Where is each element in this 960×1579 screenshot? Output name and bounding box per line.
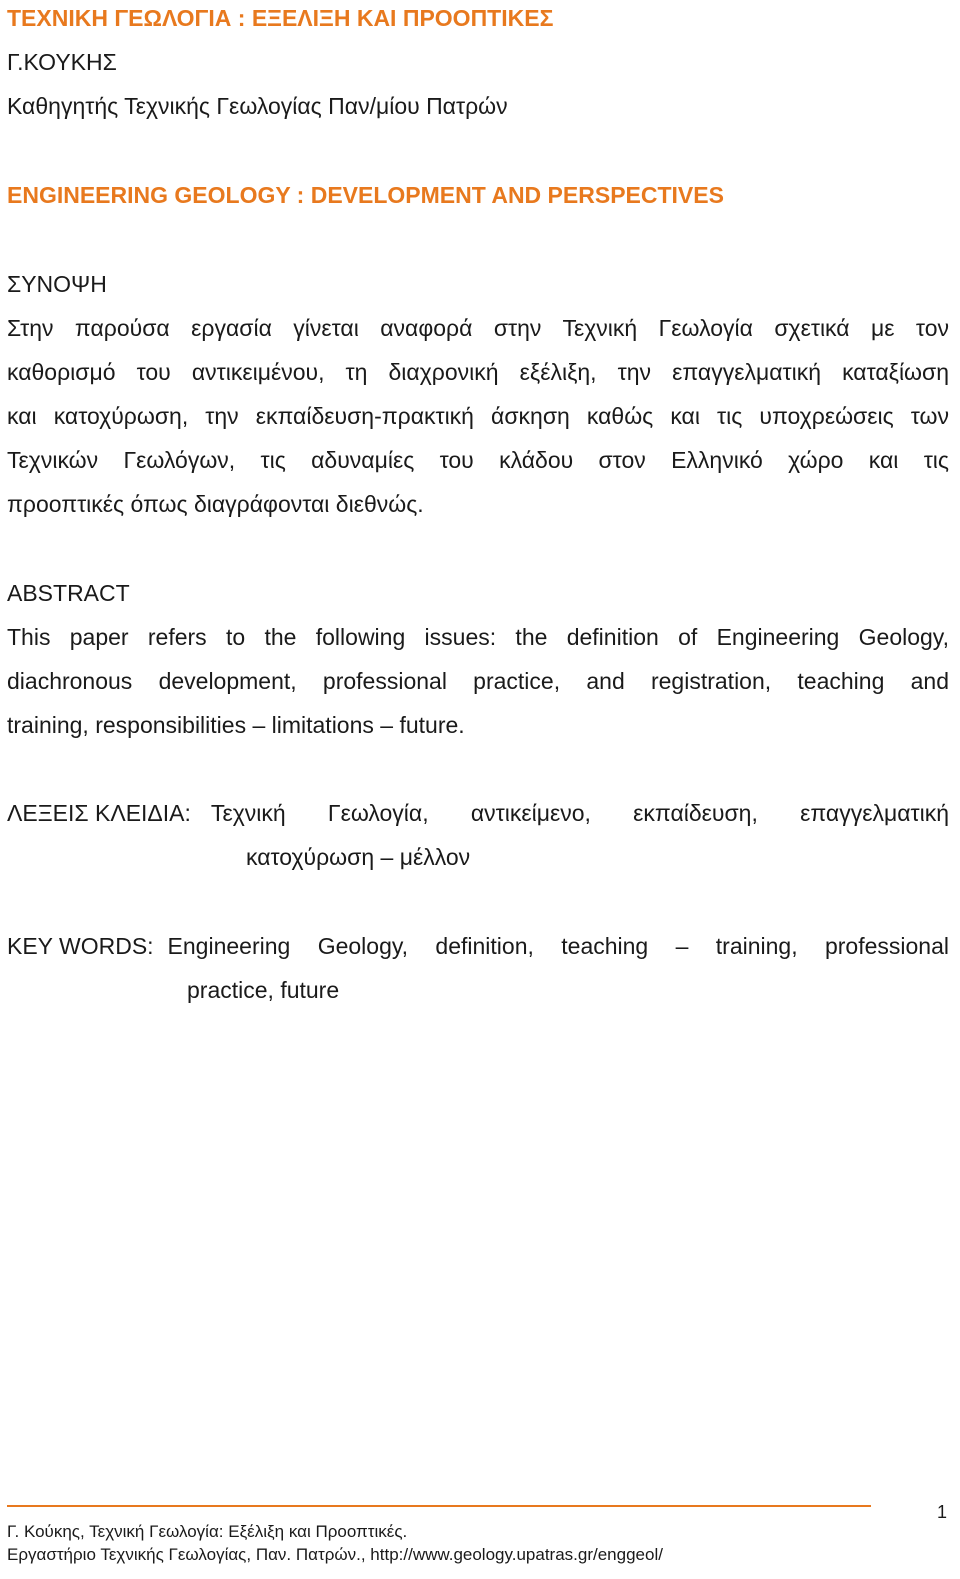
abstract-line: This paper refers to the following issues: the definition of Engineering Geology,	[7, 624, 949, 650]
synopsis-line: Τεχνικών Γεωλόγων, τις αδυναμίες του κλάδου στον Ελληνικό χώρο και τις	[7, 447, 949, 473]
author-name: Γ.ΚΟΥΚΗΣ	[7, 49, 117, 75]
english-title: ENGINEERING GEOLOGY : DEVELOPMENT AND PERSPECTIVES	[7, 182, 724, 208]
author-affiliation: Καθηγητής Τεχνικής Γεωλογίας Παν/μίου Πατρών	[7, 93, 508, 119]
synopsis-line: Στην παρούσα εργασία γίνεται αναφορά στην Τεχνική Γεωλογία σχετικά με τον	[7, 315, 949, 341]
greek-keywords-line: Τεχνική Γεωλογία, αντικείμενο, εκπαίδευση, επαγγελματική	[210, 800, 949, 826]
synopsis-line: και κατοχύρωση, την εκπαίδευση-πρακτική άσκηση καθώς και τις υποχρεώσεις των	[7, 403, 949, 429]
english-keywords-label: KEY WORDS:	[7, 933, 154, 959]
footer-divider	[7, 1505, 871, 1507]
greek-keywords-line: κατοχύρωση – μέλλον	[246, 844, 471, 870]
page-number: 1	[937, 1502, 948, 1522]
greek-keywords-label: ΛΕΞΕΙΣ ΚΛΕΙΔΙΑ:	[7, 800, 191, 826]
abstract-heading: ABSTRACT	[7, 580, 130, 606]
synopsis-line: προοπτικές όπως διαγράφονται διεθνώς.	[7, 491, 424, 517]
english-keywords-row	[7, 931, 949, 961]
abstract-line: diachronous development, professional practice, and registration, teaching and	[7, 668, 949, 694]
synopsis-heading: ΣΥΝΟΨΗ	[7, 271, 107, 297]
footer-lab-link: Εργαστήριο Τεχνικής Γεωλογίας, Παν. Πατρών., http://www.geology.upatras.gr/enggeol/	[7, 1545, 663, 1564]
greek-title: ΤΕΧΝΙΚΗ ΓΕΩΛΟΓΙΑ : ΕΞΕΛΙΞΗ ΚΑΙ ΠΡΟΟΠΤΙΚΕΣ	[7, 5, 554, 31]
english-keywords-line: practice, future	[187, 977, 340, 1003]
footer-citation: Γ. Κούκης, Τεχνική Γεωλογία: Εξέλιξη και Προοπτικές.	[7, 1522, 408, 1541]
synopsis-line: καθορισμό του αντικειμένου, τη διαχρονική εξέλιξη, την επαγγελματική καταξίωση	[7, 359, 949, 385]
greek-keywords-row	[7, 798, 949, 828]
abstract-line: training, responsibilities – limitations – future.	[7, 712, 465, 738]
english-keywords-line: Engineering Geology, definition, teaching – training, professional	[167, 933, 949, 959]
